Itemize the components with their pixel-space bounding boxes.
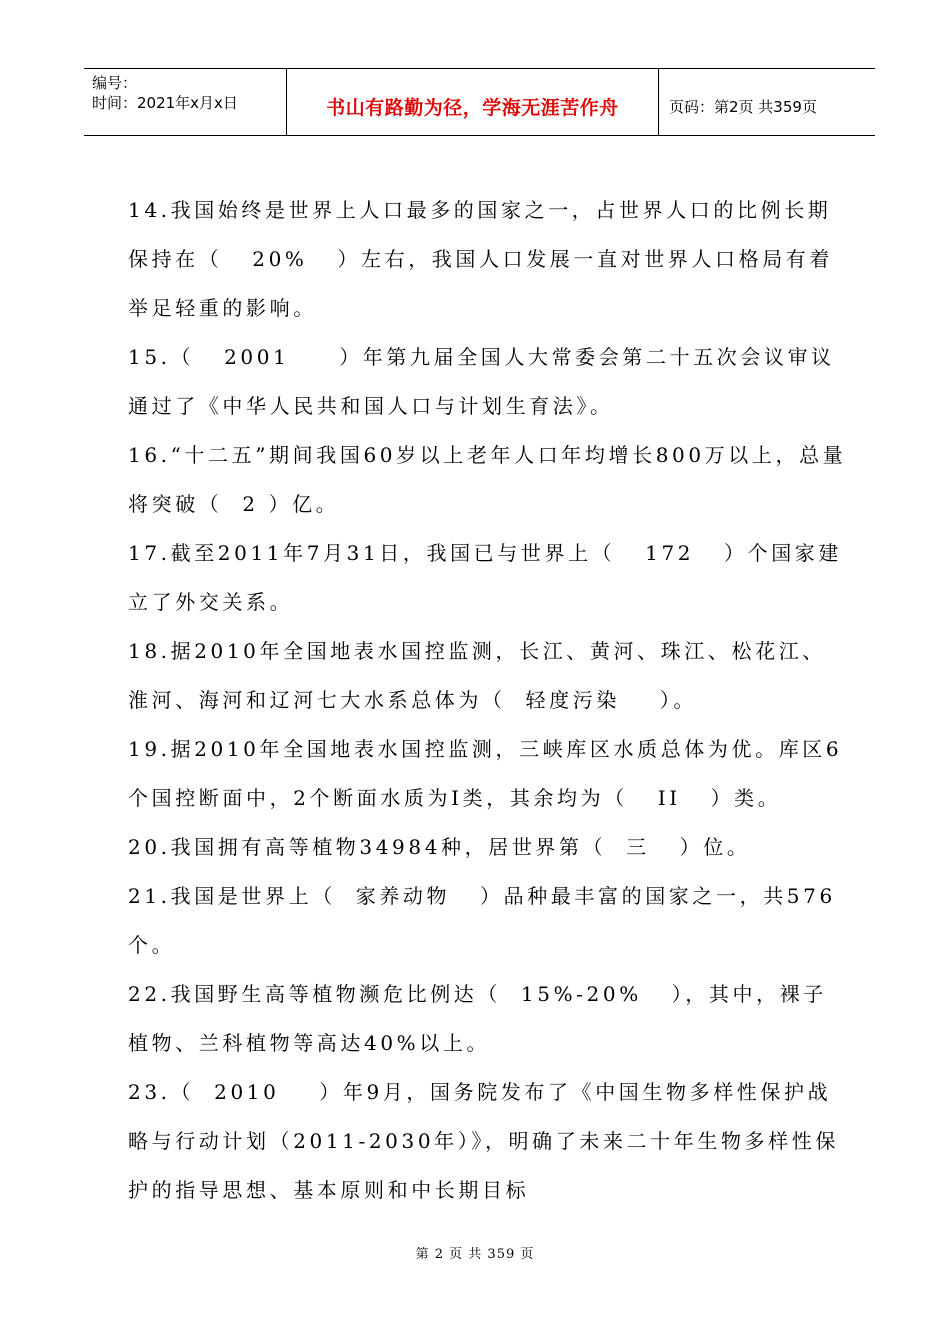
question-item: 20.我国拥有高等植物34984种，居世界第（ 三 ）位。 (128, 835, 751, 859)
answer: II (627, 786, 711, 810)
question-item: 16.“十二五”期间我国60岁以上老年人口年均增长800万以上，总量将突破（ 2 ）亿。 (128, 443, 847, 516)
question-item: 14.我国始终是世界上人口最多的国家之一，占世界人口的比例长期保持在（ 20% ）左右，我国人口发展一直对世界人口格局有着举足轻重的影响。 (128, 198, 834, 320)
answer: 2001 (194, 345, 340, 369)
question-item: 19.据2010年全国地表水国控监测，三峡库区水质总体为优。库区6个国控断面中，2个断面水质为I类，其余均为（ II ）类。 (128, 737, 843, 810)
question-item: 21.我国是世界上（ 家养动物 ）品种最丰富的国家之一，共576个。 (128, 884, 836, 957)
answer: 家养动物 (335, 884, 480, 908)
motto-text: 书山有路勤为径，学海无涯苦作舟 (326, 96, 619, 119)
header-motto-cell (286, 69, 659, 135)
header-table (84, 68, 875, 136)
time-label: 时间：2021年x月x日 (92, 94, 238, 112)
answer: 15%-20% (501, 982, 672, 1006)
answer: 三 (606, 835, 680, 859)
answer: 2 (222, 492, 269, 516)
question-item: 23.（ 2010 ）年9月，国务院发布了《中国生物多样性保护战略与行动计划（2011-2030年）》，明确了未来二十年生物多样性保护的指导思想、基本原则和中长期目标 (128, 1080, 839, 1202)
answer: 2010 (194, 1080, 320, 1104)
answer: 轻度污染 (505, 688, 660, 712)
page-footer: 第 2 页 共 359 页 (415, 1247, 535, 1262)
answer: 20% (222, 247, 338, 271)
header-meta (84, 69, 286, 135)
answer: 172 (615, 541, 724, 565)
question-item: 15.（ 2001 ）年第九届全国人大常委会第二十五次会议审议通过了《中华人民共和国人口与计划生育法》。 (128, 345, 835, 418)
question-item: 22.我国野生高等植物濒危比例达（ 15%-20% ），其中，裸子植物、兰科植物等高达40%以上。 (128, 982, 827, 1055)
header-page-cell (659, 69, 875, 135)
question-list (128, 186, 848, 1215)
serial-label: 编号： (92, 74, 138, 92)
page-info: 页码：第2页 共359页 (669, 97, 817, 116)
question-item: 18.据2010年全国地表水国控监测，长江、黄河、珠江、松花江、淮河、海河和辽河七大水系总体为（ 轻度污染 ）。 (128, 639, 826, 712)
question-item: 17.截至2011年7月31日，我国已与世界上（ 172 ）个国家建立了外交关系。 (128, 541, 842, 614)
